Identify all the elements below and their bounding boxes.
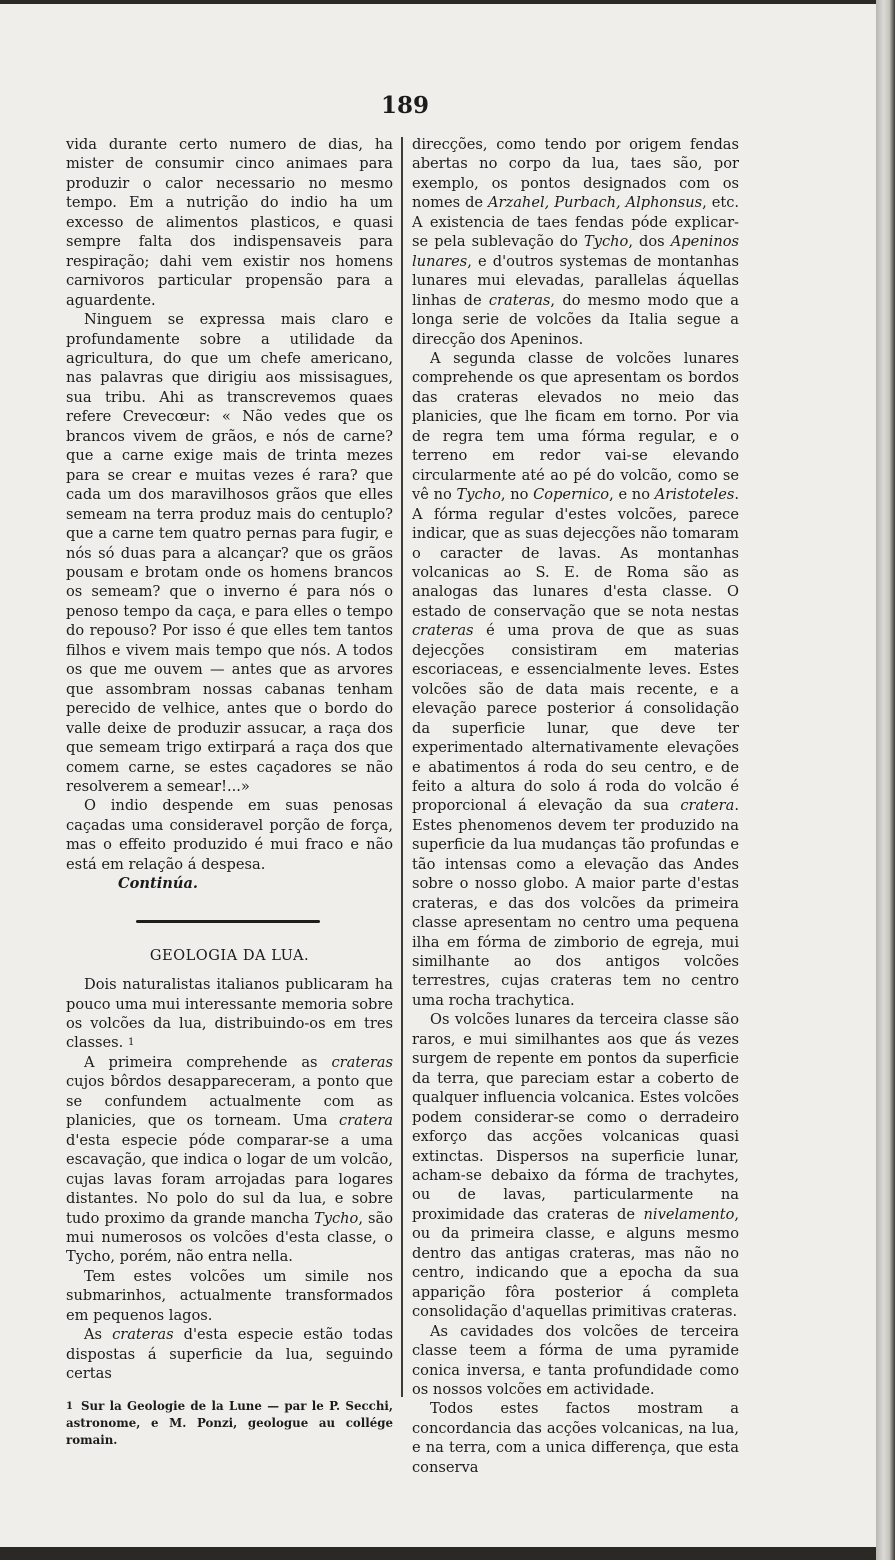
text-run: é uma prova de que as suas dejecções consistiram em materias escoriaceas, e essencialmente leves. Estes volcões são de data mais recente, e a elevação parece posterior á consolidação da superficie lunar, que deve ter experimentado alternativamente elevações e abatimentos á roda do seu centro, e de feito a altura do solo á roda do volcão é proporcional á elevação da sua — [412, 622, 739, 815]
column-divider — [401, 137, 403, 1397]
text-run: , e d'outros systemas de montanhas lunares mui elevadas, parallelas áquellas linhas de — [412, 252, 739, 309]
text-run: As — [84, 1326, 113, 1344]
page-number: 189 — [380, 92, 429, 119]
text-run: , ou da primeira classe, e alguns mesmo dentro das antigas crateras, mas não no centro, indicando que a epocha da sua apparição fôra posterior á completa consolidação d'aquellas primitivas crateras. — [412, 1205, 739, 1321]
text-run: , são mui numerosos os volcões d'esta classe, o Tycho, porém, não entra nella. — [66, 1209, 393, 1266]
text-run: Os volcões lunares da terceira classe são raros, e mui similhantes aos que ás vezes surgem de repente em pontos da superficie da terra, que pareciam estar a coberto de qualquer influencia volcanica. Estes volcões podem considerar-se como o derradeiro exforço das acções volcanicas quasi extinctas. Dispersos na superficie lunar, acham-se debaixo da fórma de trachytes, ou de lavas, particularmente na proximidade das crateras de — [412, 1011, 739, 1223]
section-title: GEOLOGIA DA LUA. — [149, 946, 310, 964]
left-paragraph — [66, 1325, 393, 1383]
italic-term: nivelamento — [643, 1205, 735, 1223]
italic-term: Tycho — [313, 1209, 359, 1227]
book-page-edge — [876, 0, 895, 1560]
text-run: A segunda classe de volcões lunares comprehende os que apresentam os bordos das crateras elevados no meio das planicies, que lhe ficam em torno. Por via de regra tem uma fórma regular, e o terreno em redor vai-se elevando circularmente até ao pé do volcão, como se vê no — [412, 349, 739, 504]
text-run: cujos bôrdos desappareceram, a ponto que se confundem actualmente com as planicies, que os torneam. Uma — [66, 1073, 393, 1130]
footnote-marker: 1 — [66, 1400, 73, 1412]
footnote-text: Sur la Geologie de la Lune — par le P. Secchi, astronome, e M. Ponzi, geologue au collége romain. — [66, 1398, 393, 1447]
left-paragraph — [66, 975, 393, 1053]
text-run: , etc. A existencia de taes fendas póde explicar-se pela sublevação do — [412, 194, 740, 251]
right-paragraph — [412, 1010, 739, 1321]
text-run: , no — [500, 486, 534, 504]
italic-term: crateras — [331, 1053, 393, 1071]
italic-term: Aristoteles — [654, 486, 735, 504]
right-paragraph — [412, 349, 739, 1010]
italic-term: cratera — [680, 797, 735, 815]
horizontal-rule — [136, 920, 320, 923]
left-paragraph: vida durante certo numero de dias, ha mister de consumir cinco animaes para produzir o calor necessario no mesmo tempo. Em a nutrição do indio ha um excesso de alimentos plasticos, e quasi sempre falta dos indispensaveis para respiração; dahi vem existir nos homens carnivoros particular propensão para a aguardente. — [66, 136, 393, 309]
text-run: d'esta especie estão todas dispostas á superficie da lua, seguindo certas — [66, 1326, 393, 1383]
left-paragraph: O indio despende em suas penosas caçadas uma consideravel porção de força, mas o effeito produzido é mui fraco e não está em relação á despesa. — [66, 797, 393, 873]
right-column — [412, 135, 739, 1477]
text-run: , e no — [609, 486, 655, 504]
right-paragraph — [412, 135, 739, 349]
italic-term: crateras — [412, 622, 474, 640]
left-paragraph: Ninguem se expressa mais claro e profundamente sobre a utilidade da agricultura, do que um chefe americano, nas palavras que dirigiu aos missisagues, sua tribu. Ahi as transcrevemos quaes refere Crevecœur: « Não vedes que os brancos vivem de grãos, e nós de carne? que a carne exige mais de trinta mezes para se crear e muitas vezes é rara? que cada um dos maravilhosos grãos que elles semeam na terra produz mais do centuplo? que a carne tem quatro pernas para fugir, e nós só duas para a alcançar? que os grãos pousam e brotam onde os homens brancos os semeam? que o inverno é para nós o penoso tempo da caça, e para elles o tempo do repouso? Por isso é que elles tem tantos filhos e vivem mais tempo que nós. A todos os que me ouvem — antes que as arvores que assombram nossas cabanas tenham perecido de velhice, antes que o bordo do valle deixe de produzir assucar, a raça dos que semeam trigo extirpará a raça dos que comem carne, se estes caçadores se não resolverem a semear!...» — [66, 311, 393, 795]
left-paragraph: Tem estes volcões um simile nos submarinhos, actualmente transformados em pequenos lagos. — [66, 1267, 393, 1324]
text-run: d'esta especie póde comparar-se a uma escavação, que indica o logar de um volcão, cujas lavas foram arrojadas para logares distantes. No polo do sul da lua, e sobre tudo proximo da grande mancha — [66, 1131, 393, 1227]
text-run: , dos — [628, 233, 671, 251]
italic-term: Arzahel, Purbach, Alphonsus — [488, 194, 703, 212]
italic-term: Tycho — [456, 486, 501, 504]
left-paragraph — [66, 1053, 393, 1267]
text-run: direcções, como tendo por origem fendas abertas no corpo da lua, taes são, por exemplo, os pontos designados com os nomes de — [412, 136, 739, 212]
footnote-reference: 1 — [127, 1037, 135, 1049]
italic-term: crateras — [112, 1326, 174, 1344]
right-paragraph: Todos estes factos mostram a concordancia das acções volcanicas, na lua, e na terra, com a unica differença, que esta conserva — [412, 1400, 739, 1476]
text-run: A primeira comprehende as — [84, 1053, 332, 1071]
italic-term: Apeninos lunares — [412, 233, 739, 270]
italic-term: cratera — [338, 1112, 393, 1130]
italic-term: Tycho — [584, 233, 629, 251]
text-run: . Estes phenomenos devem ter produzido na superficie da lua mudanças tão profundas e tão intensas como a elevação das Andes sobre o nosso globo. A maior parte d'estas crateras, e das dos volcões da primeira classe apresentam no centro uma pequena ilha em fórma de zimborio de egreja, mui similhante ao dos antigos volcões terrestres, cujas crateras tem no centro uma rocha trachytica. — [412, 797, 739, 1009]
right-paragraph: As cavidades dos volcões de terceira classe teem a fórma de uma pyramide conica inversa, e tanta profundidade como os nossos volcões em actividade. — [412, 1322, 739, 1398]
left-column — [66, 135, 393, 1449]
text-run: . A fórma regular d'estes volcões, parece indicar, que as suas dejecções não tomaram o caracter de lavas. As montanhas volcanicas ao S. E. de Roma são as analogas das lunares d'esta classe. O estado de conservação que se nota nestas — [412, 486, 739, 620]
italic-term: crateras — [488, 291, 551, 309]
continua-label: Continúa. — [118, 875, 199, 893]
italic-term: Copernico — [533, 486, 610, 504]
paragraph-text: Dois naturalistas italianos publicaram ha pouco uma mui interessante memoria sobre os volcões da lua, distribuindo-os em tres classes. — [66, 976, 393, 1052]
section-separator — [66, 894, 393, 946]
text-run: , do mesmo modo que a longa serie de volcões da Italia segue a direcção dos Apeninos. — [412, 291, 739, 348]
scan-border — [0, 1547, 876, 1560]
paper-sheet — [0, 4, 876, 1547]
footnote — [66, 1398, 393, 1449]
